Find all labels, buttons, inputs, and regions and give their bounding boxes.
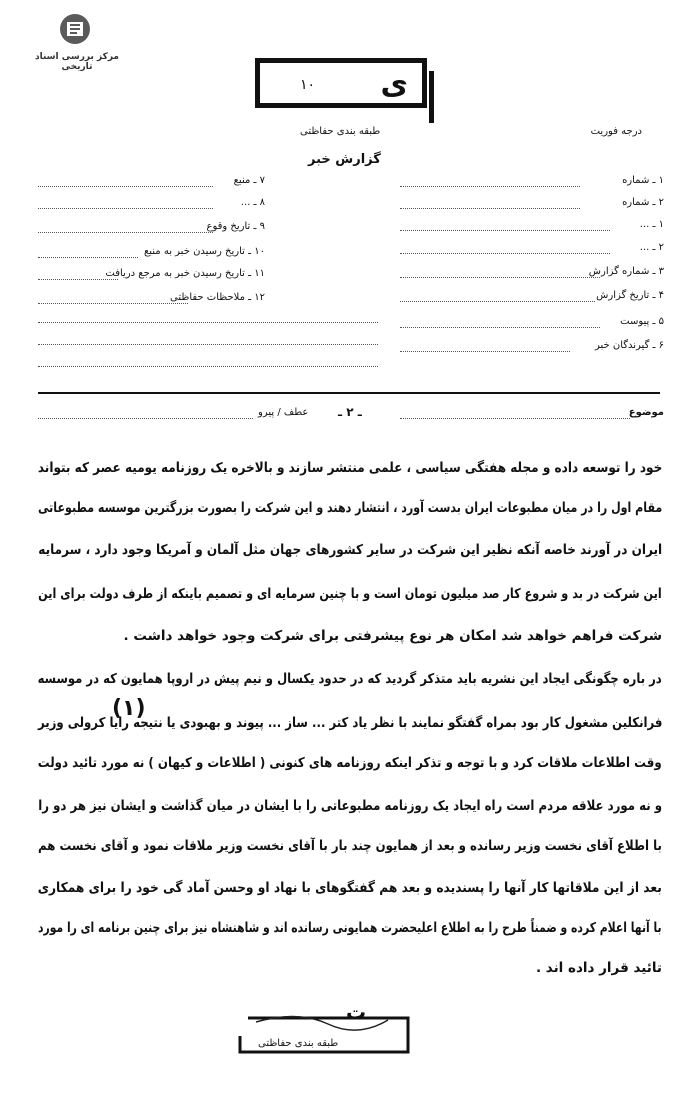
archive-logo-icon	[58, 12, 92, 46]
subject-label: موضوع	[628, 407, 664, 418]
body-line: فرانکلین مشغول کار بود بمراه گفتگو نمایند با نظر یاد کتر ... ساز ... پیوند و بهبودی یا نتیجه رایا کرولی وزیر	[37, 715, 662, 731]
classification-label: طبقه بندی حفاظتی	[300, 126, 381, 137]
body-line: مقام اول را در میان مطبوعات ایران بدست آورد ، انتشار دهند و این شرکت را بصورت بزرگترین موسسه مطبوعاتی	[37, 500, 662, 516]
fill-line	[38, 303, 188, 304]
fill-line	[38, 257, 138, 258]
fill-line	[400, 253, 610, 254]
body-line: و نه مورد علاقه مردم است راه ایجاد یک روزنامه مطبوعاتی را با ایشان در میان گذاشت و ایشان نیز هر دو را	[38, 798, 662, 814]
reference-fill	[38, 418, 253, 419]
fill-line	[400, 277, 600, 278]
form-field-left: ۱۲ ـ ملاحظات حفاظتی	[170, 292, 265, 303]
stamp-number: ۱۰	[300, 77, 316, 93]
body-line: این شرکت در بد و شروع کار صد میلیون تومان است و با چنین سرمایه ای و تصمیم باینکه از طرف دولت برای این	[38, 586, 662, 602]
form-field-left: ۱۰ ـ تاریخ رسیدن خبر به منبع	[143, 246, 265, 257]
form-field-right: ۵ ـ پیوست	[620, 316, 664, 327]
body-line: در باره چگونگی ایجاد این نشریه باید متذکر گردید که در حدود یکسال و نیم پیش در اروپا همایون که در موسسه	[37, 671, 662, 687]
form-field-right: ۲ ـ ...	[639, 242, 664, 253]
signature-stamp-frame	[238, 1000, 438, 1060]
form-field-left: ۹ ـ تاریخ وقوع	[206, 221, 265, 232]
subject-fill	[400, 418, 630, 419]
logo-text: مرکز بررسی اسناد تاریخی	[35, 52, 119, 72]
form-field-right: ۲ ـ شماره	[622, 197, 664, 208]
fill-line	[38, 322, 378, 323]
page-marker: ـ ۲ ـ	[338, 405, 362, 419]
footer-classification-label: طبقه بندی حفاظتی	[258, 1038, 339, 1049]
body-line: وقت اطلاعات ملاقات کرد و با توجه و تذکر اینکه روزنامه های کنونی ( اطلاعات و کیهان ) نه مورد تائید دولت	[38, 755, 662, 771]
fill-line	[38, 344, 378, 345]
priority-label: درجه فوریت	[590, 126, 642, 137]
footer-stamp	[238, 1000, 438, 1060]
fill-line	[400, 186, 580, 187]
archive-logo	[22, 10, 132, 70]
stamp-box	[255, 58, 427, 108]
form-field-left: ۸ ـ ...	[240, 197, 265, 208]
body-line: تائید قرار داده اند .	[535, 960, 662, 976]
form-field-right: ۴ ـ تاریخ گزارش	[596, 290, 664, 301]
fill-line	[38, 208, 213, 209]
report-title: گزارش خبر	[308, 152, 381, 167]
form-field-left: ۱۱ ـ تاریخ رسیدن خبر به مرجع دریافت	[105, 268, 265, 279]
stamp-letter: ی	[380, 67, 408, 102]
fill-line	[400, 230, 610, 231]
body-line: با آنها اعلام کرده و ضمناً طرح را به اطلاع اعلیحضرت همایونی رسانده اند و شاهنشاه نیز برای چنین برنامه ای را مورد	[38, 920, 662, 936]
fill-line	[400, 301, 595, 302]
fill-line	[400, 351, 570, 352]
fill-line	[38, 366, 378, 367]
fill-line	[400, 208, 580, 209]
form-field-left: ۷ ـ منبع	[233, 175, 265, 186]
reference-label: عطف / پیرو	[258, 407, 309, 418]
fill-line	[400, 327, 600, 328]
form-field-right: ۳ ـ شماره گزارش	[588, 266, 664, 277]
body-line: با اطلاع آقای نخست وزیر رسانده و بعد از همایون چند بار با آقای نخست وزیر ملاقات نمود و آقای نخست هم	[38, 838, 662, 854]
signature-mark: ت	[346, 1000, 367, 1024]
form-field-right: ۱ ـ ...	[639, 219, 664, 230]
form-field-right: ۶ ـ گیرندگان خبر	[594, 340, 664, 351]
fill-line	[38, 232, 213, 233]
body-line: بعد از این ملاقاتها کار آنها را پسندیده و بعد هم گفتگوهای با نهاد او وحسن آماد گی خود را برای همکاری	[37, 880, 662, 896]
fill-line	[38, 186, 213, 187]
body-line: خود را توسعه داده و مجله هفتگی سیاسی ، علمی منتشر سازند و بالاخره یک روزنامه یومیه عصر که بتواند	[37, 460, 662, 476]
footnote-marker: (۱)	[112, 696, 146, 721]
body-line: شرکت فراهم خواهد شد امکان هر نوع پیشرفتی برای شرکت وجود خواهد داشت .	[123, 628, 662, 644]
header-divider	[38, 392, 660, 394]
form-field-right: ۱ ـ شماره	[622, 175, 664, 186]
fill-line	[38, 279, 118, 280]
body-line: ایران در آورند خاصه آنکه نظیر این شرکت در سایر کشورهای جهان مثل آلمان و آمریکا وجود دارد ، سرمایه	[38, 542, 662, 558]
